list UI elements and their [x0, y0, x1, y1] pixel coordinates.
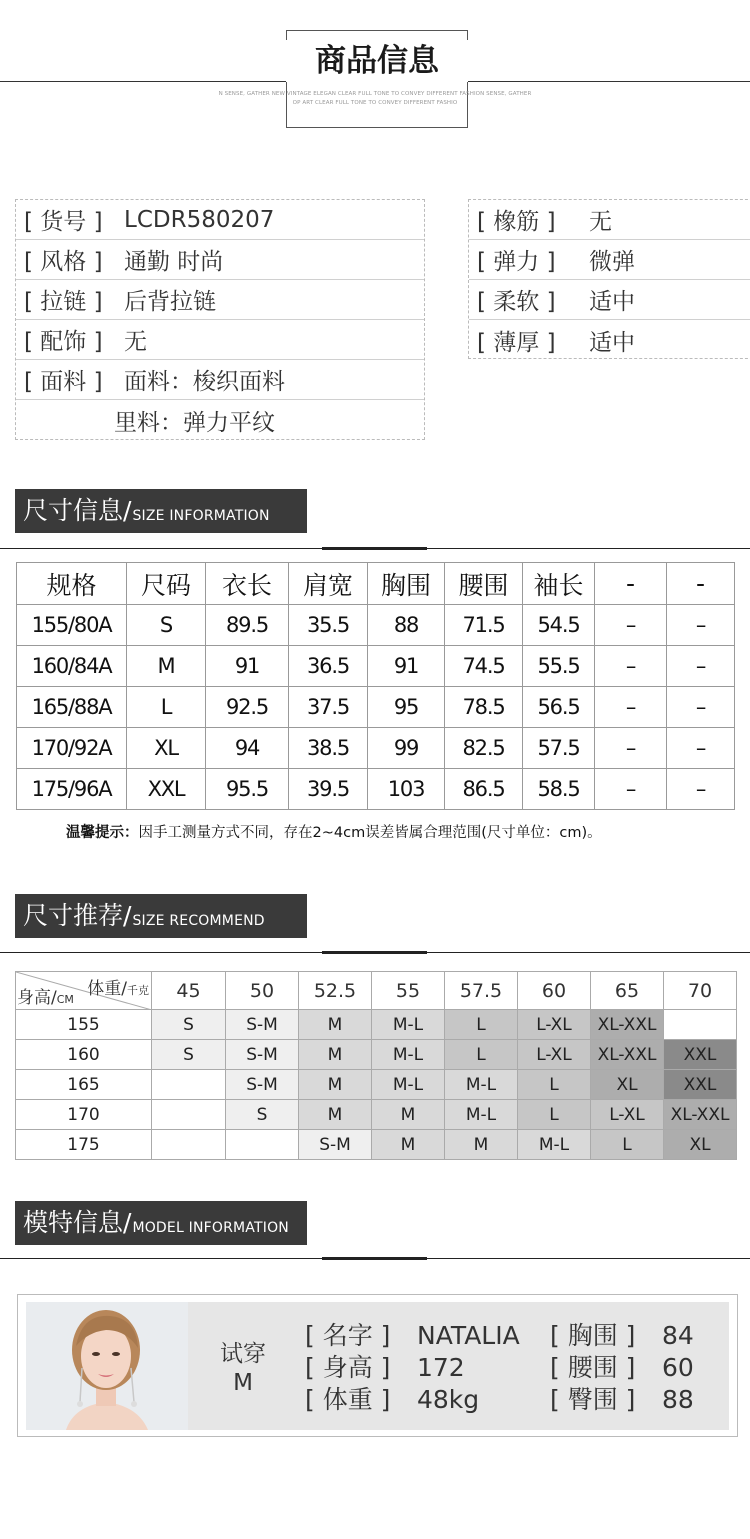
model-field-key: [ 体重 ] [305, 1385, 391, 1414]
size-cell: – [667, 687, 735, 728]
table-row [16, 1100, 737, 1130]
section-title-cn: 模特信息/ [23, 1208, 132, 1237]
recommend-size-cell: L [591, 1130, 664, 1160]
size-cell: – [667, 728, 735, 769]
size-cell: 94 [206, 728, 289, 769]
section-title-en: SIZE INFORMATION [132, 508, 270, 524]
size-header-cell: 袖长 [523, 563, 595, 605]
recommend-size-cell: S-M [226, 1070, 299, 1100]
size-cell: – [595, 646, 667, 687]
size-cell: 36.5 [289, 646, 368, 687]
size-cell: 86.5 [445, 769, 523, 810]
section-title-cn: 尺寸信息/ [23, 496, 132, 525]
height-cell: 160 [16, 1040, 152, 1070]
size-cell: 56.5 [523, 687, 595, 728]
table-row [16, 1070, 737, 1100]
header-subtitle-line1: N SENSE, GATHER NEW VINTAGE ELEGAN CLEAR FULL TONE TO CONVEY DIFFERENT FASHION SENSE, GATHER [218, 91, 532, 97]
attr-row [16, 400, 424, 440]
model-measure-value: 60 [662, 1353, 694, 1382]
table-row [17, 605, 735, 646]
recommend-size-cell: XL [664, 1130, 737, 1160]
recommend-size-cell: M-L [445, 1070, 518, 1100]
size-cell: 103 [368, 769, 445, 810]
attr-value: 适中 [589, 329, 635, 356]
weight-header-cell: 65 [591, 972, 664, 1010]
recommend-size-cell: XL-XXL [591, 1040, 664, 1070]
recommend-size-cell: S-M [226, 1010, 299, 1040]
try-on-text: 试穿 [220, 1341, 266, 1367]
attr-key: [ 拉链 ] [24, 289, 103, 315]
model-measure-bust [550, 1320, 694, 1352]
attr-row [469, 280, 750, 320]
size-header-cell: 规格 [17, 563, 127, 605]
model-measure-waist [550, 1352, 694, 1384]
height-cell: 155 [16, 1010, 152, 1040]
measurement-note [66, 821, 602, 842]
recommend-size-cell: XL [591, 1070, 664, 1100]
weight-header-cell: 52.5 [299, 972, 372, 1010]
size-cell: XL [127, 728, 206, 769]
section-header-size-recommend [15, 894, 307, 938]
recommend-size-cell [226, 1130, 299, 1160]
size-cell: 170/92A [17, 728, 127, 769]
size-cell: 92.5 [206, 687, 289, 728]
recommend-size-cell: S [152, 1040, 226, 1070]
table-row [16, 1040, 737, 1070]
table-row [16, 1010, 737, 1040]
recommend-size-cell: M-L [372, 1070, 445, 1100]
size-cell: 160/84A [17, 646, 127, 687]
recommend-size-cell: L [518, 1100, 591, 1130]
size-cell: 95 [368, 687, 445, 728]
attr-value: 后背拉链 [124, 289, 216, 315]
size-cell: 38.5 [289, 728, 368, 769]
model-field-weight [305, 1384, 479, 1416]
attr-key: [ 面料 ] [24, 369, 103, 395]
recommend-size-cell: S [152, 1010, 226, 1040]
size-cell: 37.5 [289, 687, 368, 728]
recommend-corner-cell [16, 972, 152, 1010]
note-text: 因手工测量方式不同，存在2~4cm误差皆属合理范围(尺寸单位：cm)。 [138, 825, 602, 841]
recommend-size-cell: M [299, 1070, 372, 1100]
recommend-size-cell: M-L [372, 1010, 445, 1040]
height-cell: 170 [16, 1100, 152, 1130]
table-row [17, 646, 735, 687]
size-cell: L [127, 687, 206, 728]
attr-row [469, 200, 750, 240]
section-header-model-info [15, 1201, 307, 1245]
model-field-key: [ 名字 ] [305, 1321, 391, 1350]
size-cell: 39.5 [289, 769, 368, 810]
attr-value: LCDR580207 [124, 206, 275, 233]
weight-header-cell: 57.5 [445, 972, 518, 1010]
weight-header-cell: 50 [226, 972, 299, 1010]
weight-header-cell: 70 [664, 972, 737, 1010]
attr-row [16, 280, 424, 320]
attr-key: [ 配饰 ] [24, 329, 103, 355]
size-header-cell: 肩宽 [289, 563, 368, 605]
size-cell: – [667, 605, 735, 646]
attr-value: 里料：弹力平纹 [114, 409, 275, 436]
size-cell: – [595, 605, 667, 646]
recommend-size-cell: M [299, 1010, 372, 1040]
corner-weight-label: 体重/千克 [87, 979, 149, 999]
size-cell: 74.5 [445, 646, 523, 687]
recommend-size-cell: L-XL [518, 1010, 591, 1040]
size-cell: – [595, 687, 667, 728]
model-measure-value: 84 [662, 1321, 694, 1350]
recommend-size-cell: L-XL [591, 1100, 664, 1130]
attr-row [16, 360, 424, 400]
size-cell: – [595, 769, 667, 810]
recommend-size-cell: L-XL [518, 1040, 591, 1070]
size-header-cell: 尺码 [127, 563, 206, 605]
size-cell: – [595, 728, 667, 769]
model-photo [26, 1302, 188, 1430]
size-cell: – [667, 646, 735, 687]
recommend-size-cell: M-L [445, 1100, 518, 1130]
recommend-size-cell [152, 1130, 226, 1160]
table-row [17, 728, 735, 769]
section-rule-accent [322, 547, 427, 550]
size-cell: 55.5 [523, 646, 595, 687]
section-rule-accent [322, 1257, 427, 1260]
size-cell: XXL [127, 769, 206, 810]
attr-row [469, 240, 750, 280]
attributes-right [468, 199, 750, 359]
model-measure-key: [ 臀围 ] [550, 1385, 636, 1414]
recommend-size-cell: L [445, 1010, 518, 1040]
model-field-value: 172 [417, 1353, 465, 1382]
model-measure-key: [ 胸围 ] [550, 1321, 636, 1350]
attr-value: 通勤 时尚 [124, 249, 224, 275]
size-header-cell: 腰围 [445, 563, 523, 605]
attr-value: 适中 [589, 289, 635, 315]
height-cell: 165 [16, 1070, 152, 1100]
size-header-cell: 胸围 [368, 563, 445, 605]
attributes-left [15, 199, 425, 440]
recommend-size-cell: XXL [664, 1070, 737, 1100]
try-on-size: M [233, 1370, 253, 1396]
size-cell: – [667, 769, 735, 810]
try-on-label [218, 1340, 268, 1398]
recommend-size-cell: S-M [226, 1040, 299, 1070]
attr-row [16, 240, 424, 280]
recommend-size-cell: S-M [299, 1130, 372, 1160]
size-cell: 99 [368, 728, 445, 769]
page-title: 商品信息 [286, 40, 468, 82]
attr-row [16, 320, 424, 360]
recommend-size-cell [152, 1070, 226, 1100]
size-cell: 91 [368, 646, 445, 687]
model-measure-value: 88 [662, 1385, 694, 1414]
recommend-size-cell: M [372, 1130, 445, 1160]
attr-key: [ 弹力 ] [477, 249, 556, 275]
recommend-size-cell: M [299, 1100, 372, 1130]
corner-height-label: 身高/CM [17, 988, 74, 1008]
size-cell: 82.5 [445, 728, 523, 769]
size-cell: 78.5 [445, 687, 523, 728]
note-label: 温馨提示： [66, 825, 139, 841]
size-recommend-table [15, 971, 737, 1160]
attr-key: [ 货号 ] [24, 209, 103, 235]
size-cell: 89.5 [206, 605, 289, 646]
model-field-value: NATALIA [417, 1321, 520, 1350]
recommend-size-cell: L [518, 1070, 591, 1100]
attr-row [16, 200, 424, 240]
size-cell: 165/88A [17, 687, 127, 728]
model-measure-hip [550, 1384, 694, 1416]
recommend-size-cell: M-L [518, 1130, 591, 1160]
section-header-size-info [15, 489, 307, 533]
size-cell: M [127, 646, 206, 687]
header-subtitle [190, 90, 560, 108]
size-cell: S [127, 605, 206, 646]
size-cell: 155/80A [17, 605, 127, 646]
size-header-cell: 衣长 [206, 563, 289, 605]
recommend-size-cell: M [445, 1130, 518, 1160]
header-subtitle-line2: OP ART CLEAR FULL TONE TO CONVEY DIFFERENT FASHIO [292, 100, 458, 106]
weight-header-cell: 55 [372, 972, 445, 1010]
recommend-size-cell [664, 1010, 737, 1040]
recommend-size-cell: XXL [664, 1040, 737, 1070]
size-header-cell: - [595, 563, 667, 605]
recommend-size-cell [152, 1100, 226, 1130]
size-cell: 175/96A [17, 769, 127, 810]
attr-value: 无 [589, 209, 612, 235]
size-table [16, 562, 735, 810]
size-cell: 91 [206, 646, 289, 687]
section-title-en: MODEL INFORMATION [132, 1220, 289, 1236]
table-row [16, 1130, 737, 1160]
attr-value: 无 [124, 329, 147, 355]
table-row [17, 687, 735, 728]
recommend-size-cell: XL-XXL [664, 1100, 737, 1130]
recommend-header-row [16, 972, 737, 1010]
attr-value: 面料：梭织面料 [124, 369, 285, 395]
size-cell: 57.5 [523, 728, 595, 769]
recommend-size-cell: S [226, 1100, 299, 1130]
recommend-size-cell: M [372, 1100, 445, 1130]
model-field-value: 48kg [417, 1385, 480, 1414]
height-cell: 175 [16, 1130, 152, 1160]
attr-key: [ 柔软 ] [477, 289, 556, 315]
weight-header-cell: 45 [152, 972, 226, 1010]
size-table-header [17, 563, 735, 605]
section-title-en: SIZE RECOMMEND [132, 913, 265, 929]
size-cell: 35.5 [289, 605, 368, 646]
attr-value: 微弹 [589, 249, 635, 275]
recommend-size-cell: M-L [372, 1040, 445, 1070]
model-field-key: [ 身高 ] [305, 1353, 391, 1382]
table-row [17, 769, 735, 810]
recommend-size-cell: XL-XXL [591, 1010, 664, 1040]
recommend-size-cell: M [299, 1040, 372, 1070]
model-measure-key: [ 腰围 ] [550, 1353, 636, 1382]
size-cell: 58.5 [523, 769, 595, 810]
weight-header-cell: 60 [518, 972, 591, 1010]
attr-key: [ 风格 ] [24, 249, 103, 275]
attr-row [469, 320, 750, 360]
section-title-cn: 尺寸推荐/ [23, 901, 132, 930]
recommend-size-cell: L [445, 1040, 518, 1070]
model-field-height [305, 1352, 465, 1384]
size-cell: 88 [368, 605, 445, 646]
size-header-cell: - [667, 563, 735, 605]
attr-key: [ 薄厚 ] [477, 329, 556, 356]
section-rule-accent [322, 951, 427, 954]
attr-key: [ 橡筋 ] [477, 209, 556, 235]
size-cell: 54.5 [523, 605, 595, 646]
model-field-name [305, 1320, 520, 1352]
size-cell: 95.5 [206, 769, 289, 810]
size-cell: 71.5 [445, 605, 523, 646]
model-portrait-icon [26, 1302, 188, 1430]
